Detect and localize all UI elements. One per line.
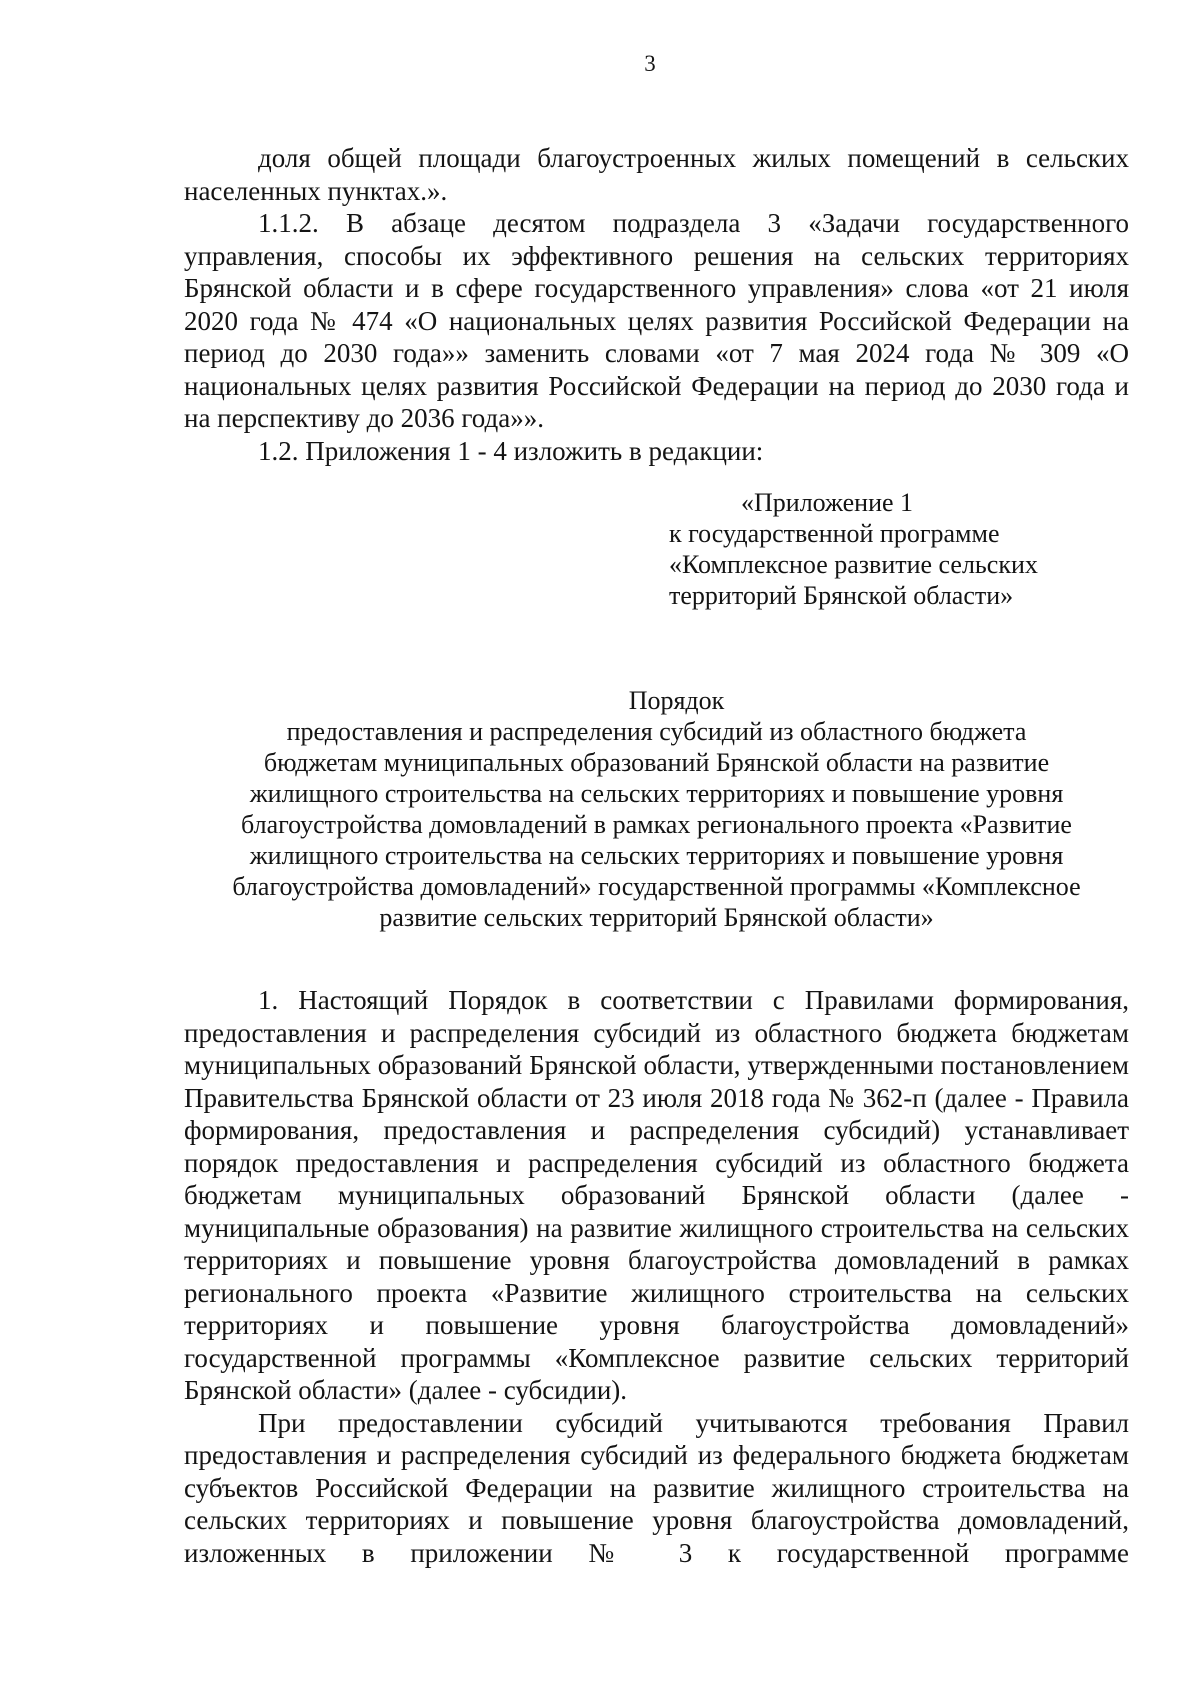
intro-paragraph-2: 1.1.2. В абзаце десятом подраздела 3 «Задачи государственного управления, способы их эффективного решения на сельских территориях Брянской области и в сфере государственного управления» слова «от 21 июля 2020 года № 474 «О национальных целях развития Российской Федерации на период до 2030 года»» заменить словами «от 7 мая 2024 года № 309 «О национальных целях развития Российской Федерации на период до 2030 года и на перспективу до 2036 года»». <box>184 208 1129 433</box>
appendix-line-1: «Приложение 1 <box>741 488 914 517</box>
title-line-2: бюджетам муниципальных образований Брянской области на развитие <box>263 748 1050 777</box>
appendix-line-3: «Комплексное развитие сельских <box>669 550 1038 579</box>
title-line-4: благоустройства домовладений в рамках регионального проекта «Развитие <box>241 810 1072 839</box>
title-line-7: развитие сельских территорий Брянской области» <box>379 903 934 932</box>
main-section <box>184 984 1129 1569</box>
intro-paragraph-1: доля общей площади благоустроенных жилых помещений в сельских населенных пунктах.». <box>184 143 1129 206</box>
title-heading: Порядок <box>628 686 725 715</box>
intro-section <box>184 142 1129 467</box>
intro-paragraph-3: 1.2. Приложения 1 - 4 изложить в редакции: <box>258 435 764 466</box>
main-paragraph-2: При предоставлении субсидий учитываются требования Правил предоставления и распределения субсидий из федерального бюджета бюджетам субъектов Российской Федерации на развитие жилищного строительства на сельских территориях и повышение уровня благоустройства домовладений, изложенных в приложении № 3 к государственной программе <box>184 1407 1129 1568</box>
title-line-1: предоставления и распределения субсидий из областного бюджета <box>286 717 1027 746</box>
title-line-6: благоустройства домовладений» государственной программы «Комплексное <box>232 872 1081 901</box>
main-paragraph-1: 1. Настоящий Порядок в соответствии с Правилами формирования, предоставления и распределения субсидий из областного бюджета бюджетам муниципальных образований Брянской области, утвержденными постановлением Правительства Брянской области от 23 июля 2018 года № 362-п (далее - Правила формирования, предоставления и распределения субсидий) устанавливает порядок предоставления и распределения субсидий из областного бюджета бюджетам муниципальных образований Брянской области (далее - муниципальные образования) на развитие жилищного строительства на сельских территориях и повышение уровня благоустройства домовладений в рамках регионального проекта «Развитие жилищного строительства на сельских территориях и повышение уровня благоустройства домовладений» государственной программы «Комплексное развитие сельских территорий Брянской области» (далее - субсидии). <box>184 985 1129 1405</box>
document-title <box>184 685 1129 933</box>
appendix-line-2: к государственной программе <box>669 519 1000 548</box>
title-line-3: жилищного строительства на сельских территориях и повышение уровня <box>249 779 1064 808</box>
page-number: 3 <box>644 51 656 76</box>
title-line-5: жилищного строительства на сельских территориях и повышение уровня <box>249 841 1064 870</box>
appendix-stamp <box>669 487 1089 611</box>
appendix-line-4: территорий Брянской области» <box>669 581 1014 610</box>
